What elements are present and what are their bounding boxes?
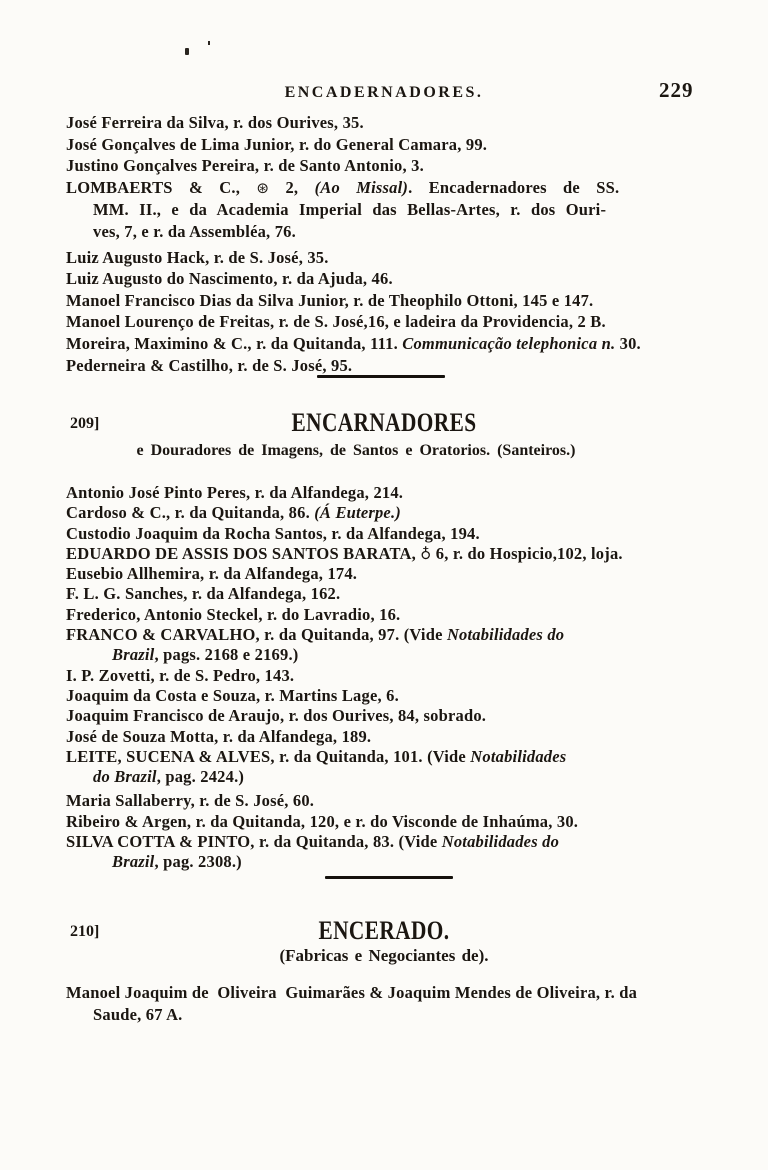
section-subtitle-encarnadores: e Douradores de Imagens, de Santos e Oratorios. (Santeiros.) bbox=[136, 442, 576, 459]
section-title-encarnadores: ENCARNADORES bbox=[291, 408, 477, 437]
directory-entry-line bbox=[66, 177, 742, 200]
section-encarnadores-entries bbox=[66, 483, 742, 873]
directory-entry-line bbox=[66, 666, 742, 686]
section-divider bbox=[325, 876, 453, 879]
entry-text: F. L. G. Sanches, r. da Alfandega, 162. bbox=[66, 584, 341, 604]
section-subtitle-encerado: (Fabricas e Negociantes de). bbox=[279, 946, 489, 965]
entry-text: Moreira, Maximino & C., r. da Quitanda, 111. bbox=[66, 333, 403, 353]
entry-text: Justino Gonçalves Pereira, r. de Santo Antonio, 3. bbox=[66, 156, 424, 176]
entry-text: Joaquim Francisco de Araujo, r. dos Ourives, 84, sobrado. bbox=[66, 706, 487, 726]
directory-entry-line bbox=[66, 483, 742, 503]
section-encerado-entries bbox=[66, 982, 742, 1025]
directory-entry-line bbox=[66, 767, 742, 787]
entry-text: , pags. 2168 e 2169.) bbox=[154, 645, 299, 665]
directory-entry-line bbox=[66, 727, 742, 747]
entry-text: LEITE, SUCENA & ALVES, r. da Quitanda, 101. (Vide bbox=[66, 746, 471, 766]
entry-text: José Ferreira da Silva, r. dos Ourives, 35. bbox=[66, 113, 364, 132]
directory-entry-line bbox=[66, 199, 742, 221]
entry-text: SILVA COTTA & PINTO, r. da Quitanda, 83. (Vide bbox=[66, 832, 442, 852]
entry-text: , pag. 2308.) bbox=[154, 852, 242, 872]
directory-entry-line bbox=[66, 564, 742, 584]
entry-text: 6, r. do Hospicio,102, loja. bbox=[431, 543, 623, 563]
directory-entry-line bbox=[66, 584, 742, 604]
directory-entry-line bbox=[66, 605, 742, 625]
entry-text: EDUARDO DE ASSIS DOS SANTOS BARATA, bbox=[66, 543, 421, 563]
entry-text: Pederneira & Castilho, r. de S. José, 95. bbox=[66, 355, 353, 375]
entry-text: . Encadernadores de SS. bbox=[408, 177, 620, 197]
medallion-icon: ⊛ bbox=[256, 178, 270, 197]
entry-text-italic: Brazil bbox=[112, 645, 155, 665]
entry-text: Cardoso & C., r. da Quitanda, 86. bbox=[66, 503, 315, 523]
imperial-medal-icon: ♁ bbox=[420, 544, 432, 563]
entry-text: 30. bbox=[615, 333, 641, 353]
directory-entry-line bbox=[66, 355, 742, 377]
entry-text: 2, bbox=[269, 177, 315, 197]
directory-entry-line bbox=[66, 524, 742, 544]
entry-text-italic: do Brazil bbox=[93, 767, 157, 787]
entry-text: FRANCO & CARVALHO, r. da Quitanda, 97. (Vide bbox=[66, 625, 447, 645]
section-number-209: 209] bbox=[70, 415, 100, 432]
entry-text-italic: (Ao Missal) bbox=[314, 177, 409, 197]
entry-text: LOMBAERTS & C., bbox=[66, 177, 257, 197]
entry-text: ves, 7, e r. da Assembléa, 76. bbox=[93, 221, 296, 241]
entry-text: Frederico, Antonio Steckel, r. do Lavradio, 16. bbox=[66, 604, 401, 624]
entry-text: Saude, 67 A. bbox=[93, 1004, 183, 1024]
directory-entry-line bbox=[66, 747, 742, 767]
entry-text: Manoel Francisco Dias da Silva Junior, r. de Theophilo Ottoni, 145 e 147. bbox=[66, 290, 594, 310]
section-divider bbox=[317, 375, 445, 378]
directory-entry-line bbox=[66, 221, 742, 243]
entry-text: José Gonçalves de Lima Junior, r. do General Camara, 99. bbox=[66, 134, 488, 154]
entry-text: MM. II., e da Academia Imperial das Bellas-Artes, r. dos Ouri- bbox=[93, 200, 607, 220]
running-head: ENCADERNADORES. bbox=[284, 84, 484, 101]
directory-entry-line bbox=[66, 852, 742, 872]
section-number-210: 210] bbox=[70, 923, 100, 940]
entry-text: Joaquim da Costa e Souza, r. Martins Lage, 6. bbox=[66, 685, 399, 705]
directory-entry-line bbox=[66, 645, 742, 665]
directory-entry-line bbox=[66, 333, 742, 355]
entry-text-italic: Communicação telephonica n. bbox=[402, 333, 616, 353]
ink-speck bbox=[208, 41, 210, 45]
directory-entry-line bbox=[66, 982, 742, 1004]
directory-entry-line bbox=[66, 155, 742, 177]
entry-text: Ribeiro & Argen, r. da Quitanda, 120, e r. do Visconde de Inhaúma, 30. bbox=[66, 811, 579, 831]
directory-entry-line bbox=[66, 791, 742, 811]
section-title-encerado: ENCERADO. bbox=[318, 916, 450, 945]
entry-text: Luiz Augusto Hack, r. de S. José, 35. bbox=[66, 247, 329, 267]
entry-text: José de Souza Motta, r. da Alfandega, 189. bbox=[66, 726, 372, 746]
directory-entry-line bbox=[66, 544, 742, 564]
directory-entry-line bbox=[66, 625, 742, 645]
directory-entry-line bbox=[66, 112, 742, 134]
entry-text: Custodio Joaquim da Rocha Santos, r. da Alfandega, 194. bbox=[66, 523, 480, 543]
section-encadernadores-entries bbox=[66, 112, 742, 376]
directory-entry-line bbox=[66, 832, 742, 852]
entry-text: Luiz Augusto do Nascimento, r. da Ajuda, 46. bbox=[66, 269, 393, 289]
entry-text: Eusebio Allhemira, r. da Alfandega, 174. bbox=[66, 564, 358, 584]
directory-entry-line bbox=[66, 290, 742, 312]
ink-speck bbox=[185, 48, 189, 55]
entry-text-italic: Notabilidades bbox=[470, 746, 567, 766]
directory-entry-line bbox=[66, 503, 742, 523]
page-number: 229 bbox=[659, 78, 694, 102]
entry-text: Maria Sallaberry, r. de S. José, 60. bbox=[66, 791, 315, 811]
directory-entry-line bbox=[66, 311, 742, 333]
entry-text: Manoel Joaquim de Oliveira Guimarães & Joaquim Mendes de Oliveira, r. da bbox=[66, 983, 638, 1002]
directory-entry-line bbox=[66, 686, 742, 706]
entry-text-italic: Notabilidades do bbox=[441, 832, 560, 852]
directory-entry-line bbox=[66, 247, 742, 269]
entry-text-italic: Brazil bbox=[112, 852, 155, 872]
entry-text: Manoel Lourenço de Freitas, r. de S. José,16, e ladeira da Providencia, 2 B. bbox=[66, 312, 606, 332]
entry-text: , pag. 2424.) bbox=[156, 767, 245, 787]
directory-entry-line bbox=[66, 1004, 742, 1026]
entry-text-italic: Notabilidades do bbox=[446, 625, 565, 645]
directory-entry-line bbox=[66, 134, 742, 156]
directory-entry-line bbox=[66, 706, 742, 726]
entry-text: Antonio José Pinto Peres, r. da Alfandega, 214. bbox=[66, 483, 404, 502]
directory-entry-line bbox=[66, 268, 742, 290]
directory-entry-line bbox=[66, 812, 742, 832]
entry-text-italic: (Á Euterpe.) bbox=[314, 503, 401, 523]
entry-text: I. P. Zovetti, r. de S. Pedro, 143. bbox=[66, 665, 295, 685]
